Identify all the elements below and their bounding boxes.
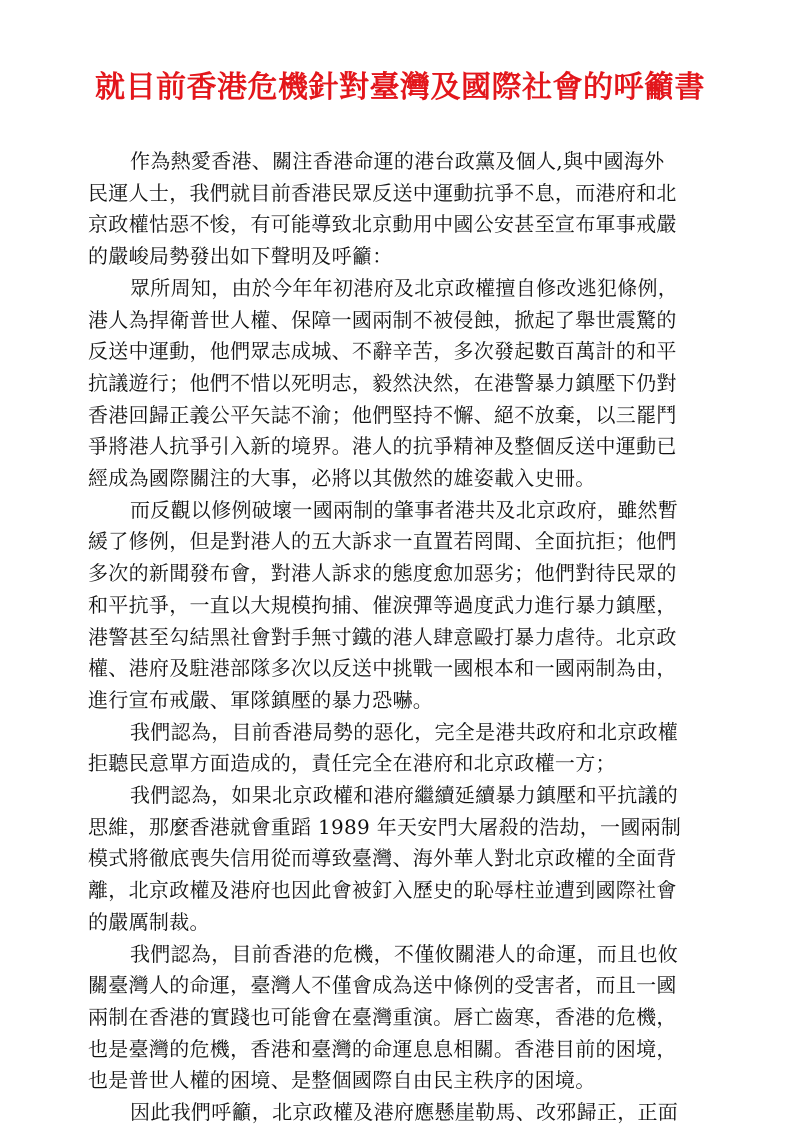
- paragraph-position-3: 我們認為，目前香港的危機，不僅攸關港人的命運，而且也攸 關臺灣人的命運，臺灣人不僅會成為送中條例的受害者，而且一國 兩制在香港的實踐也可能會在臺灣重演。唇亡齒寒，香港的危機， 也是臺灣的危機，香港和臺灣的命運息息相關。香港目前的困境， 也是普世人權的困境、是整個國際自由民主秩序的困境。: [88, 941, 679, 1093]
- paragraph-background: 眾所周知，由於今年年初港府及北京政權擅自修改逃犯條例， 港人為捍衛普世人權、保障一國兩制不被侵蝕，掀起了舉世震驚的 反送中運動，他們眾志成城、不辭辛苦，多次發起數百萬計的和平 抗議遊行；他們不惜以死明志，毅然決然，在港警暴力鎮壓下仍對 香港回歸正義公平矢誌不渝；他們堅持不懈、絕不放棄，以三罷鬥 爭將港人抗爭引入新的境界。港人的抗爭精神及整個反送中運動已 經成為國際關注的大事，必將以其傲然的雄姿載入史冊。: [88, 275, 679, 491]
- paragraph-position-2: 我們認為，如果北京政權和港府繼續延續暴力鎮壓和平抗議的 思維，那麼香港就會重蹈 1989 年天安門大屠殺的浩劫，一國兩制 模式將徹底喪失信用從而導致臺灣、海外華人對北京政權的全面背 離，北京政權及港府也因此會被釘入歷史的恥辱柱並遭到國際社會 的嚴厲制裁。: [88, 783, 682, 934]
- paragraph-position-1: 我們認為，目前香港局勢的惡化，完全是港共政府和北京政權 拒聽民意單方面造成的，責任完全在港府和北京政權一方；: [88, 719, 679, 776]
- paragraph-appeal: 因此我們呼籲，北京政權及港府應懸崖勒馬、改邪歸正，正面: [130, 1100, 679, 1125]
- paragraph-contrast: 而反觀以修例破壞一國兩制的肇事者港共及北京政府，雖然暫 緩了修例，但是對港人的五大訴求一直置若罔聞、全面抗拒；他們 多次的新聞發布會，對港人訴求的態度愈加惡劣；他們對待民眾的 和平抗爭，一直以大規模拘捕、催淚彈等過度武力進行暴力鎮壓， 港警甚至勾結黑社會對手無寸鐵的港人肆意毆打暴力虐待。北京政 權、港府及駐港部隊多次以反送中挑戰一國根本和一國兩制為由， 進行宣布戒嚴、軍隊鎮壓的暴力恐嚇。: [88, 497, 679, 712]
- document-title: 就目前香港危機針對臺灣及國際社會的呼籲書: [95, 70, 705, 105]
- paragraph-intro: 作為熱愛香港、關注香港命運的港台政黨及個人,與中國海外 民運人士，我們就目前香港民眾反送中運動抗爭不息，而港府和北 京政權怙惡不悛，有可能導致北京動用中國公安甚至宣布軍事戒嚴 的嚴峻局勢發出如下聲明及呼籲：: [88, 149, 677, 269]
- document-body: [88, 146, 712, 1129]
